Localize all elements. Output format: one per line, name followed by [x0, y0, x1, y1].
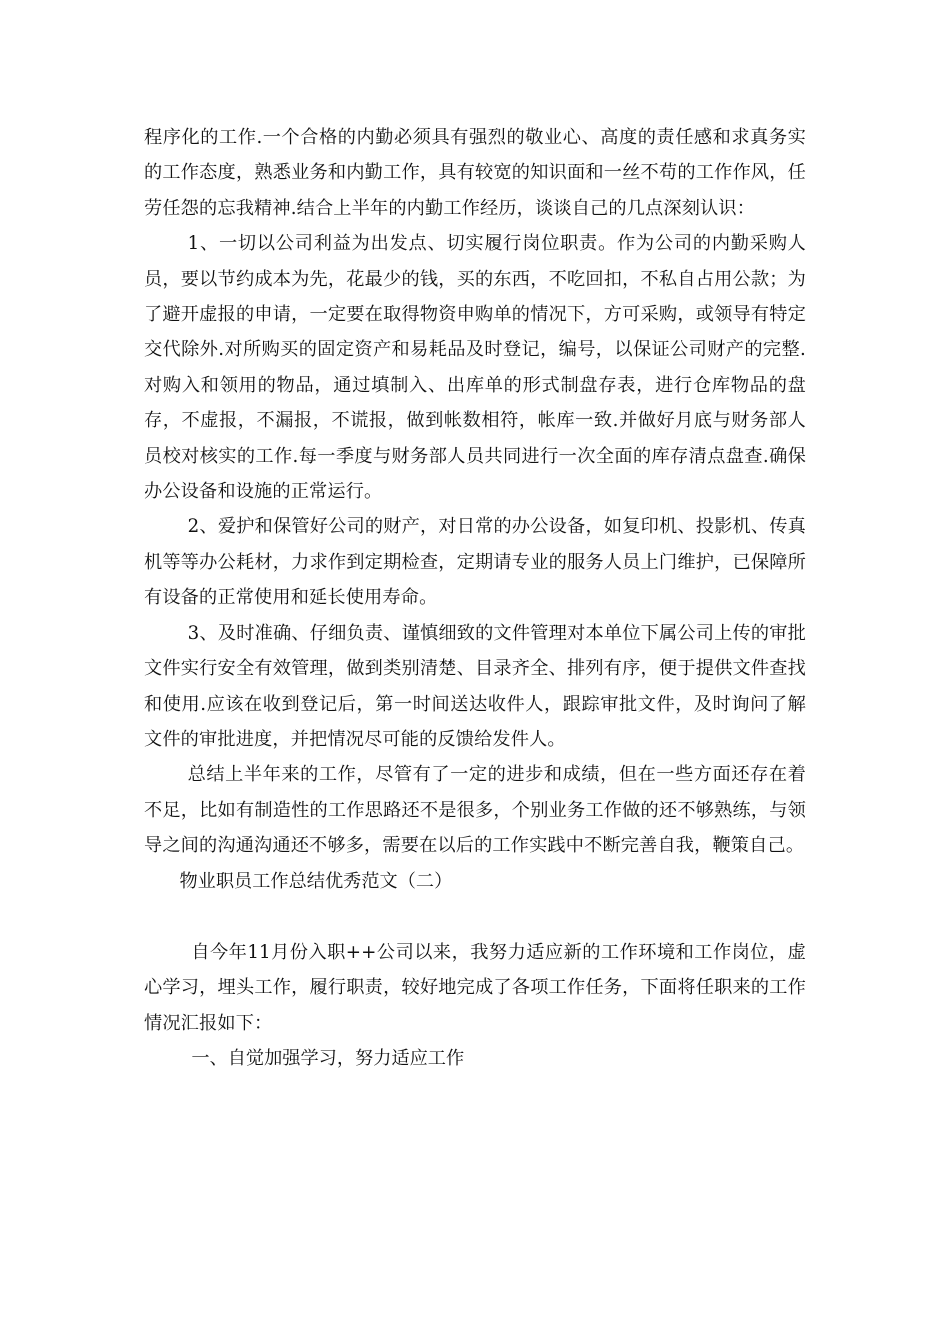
section-gap — [144, 899, 806, 935]
subheading: 一、自觉加强学习，努力适应工作 — [191, 1048, 465, 1070]
section-title: 物业职员工作总结优秀范文（二） — [179, 870, 453, 892]
paragraph-item-2: 2、爱护和保管好公司的财产，对日常的办公设备，如复印机、投影机、传真机等等办公耗材，力求作到定期检查，定期请专业的服务人员上门维护，已保障所有设备的正常使用和延长使用寿命。 — [144, 516, 806, 609]
paragraph-item-1: 1、一切以公司利益为出发点、切实履行岗位职责。作为公司的内勤采购人员，要以节约成本为先，花最少的钱，买的东西，不吃回扣，不私自占用公款；为了避开虚报的申请，一定要在取得物资申购单的情况下，方可采购，或领导有特定交代除外.对所购买的固定资产和易耗品及时登记，编号，以保证公司财产的完整.对购入和领用的物品，通过填制入、出库单的形式制盘存表，进行仓库物品的盘存，不虚报，不漏报，不谎报，做到帐数相符，帐库一致.并做好月底与财务部人员校对核实的工作.每一季度与财务部人员共同进行一次全面的库存清点盘查.确保办公设备和设施的正常运行。 — [144, 233, 806, 503]
document-body — [144, 120, 806, 1077]
paragraph-summary: 总结上半年来的工作，尽管有了一定的进步和成绩，但在一些方面还存在着不足，比如有制造性的工作思路还不是很多，个别业务工作做的还不够熟练，与领导之间的沟通沟通还不够多，需要在以后的工作实践中不断完善自我，鞭策自己。 — [144, 764, 806, 857]
paragraph-item-3: 3、及时准确、仔细负责、谨慎细致的文件管理对本单位下属公司上传的审批文件实行安全有效管理，做到类别清楚、目录齐全、排列有序，便于提供文件查找和使用.应该在收到登记后，第一时间送达收件人，跟踪审批文件，及时询问了解文件的审批进度，并把情况尽可能的反馈给发件人。 — [144, 622, 806, 750]
paragraph-intro: 自今年11月份入职++公司以来，我努力适应新的工作环境和工作岗位，虚心学习，埋头工作，履行职责，较好地完成了各项工作任务，下面将任职来的工作情况汇报如下： — [144, 941, 806, 1034]
paragraph-continuation: 程序化的工作.一个合格的内勤必须具有强烈的敬业心、高度的责任感和求真务实的工作态度，熟悉业务和内勤工作，具有较宽的知识面和一丝不苟的工作作风，任劳任怨的忘我精神.结合上半年的内勤工作经历，谈谈自己的几点深刻认识： — [144, 127, 806, 219]
